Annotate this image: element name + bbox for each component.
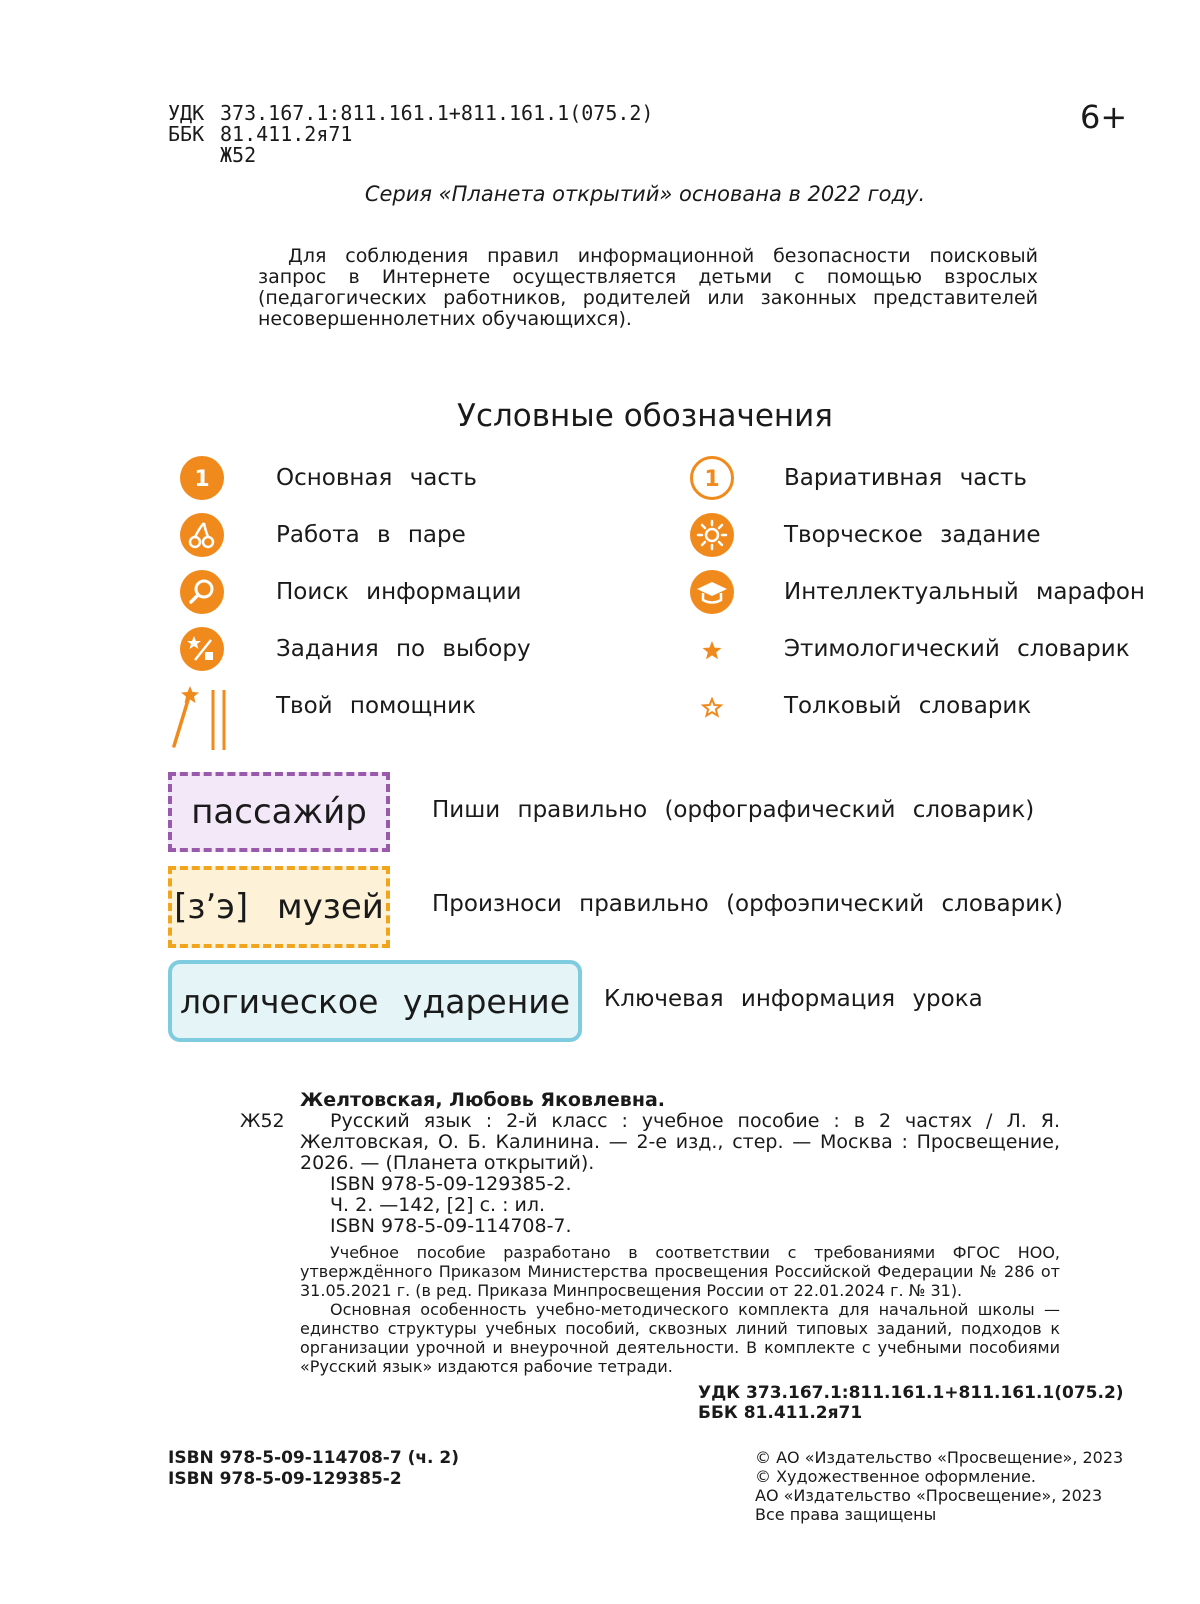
copyright-publisher: © АО «Издательство «Просвещение», 2023 bbox=[755, 1448, 1124, 1467]
legend-item-intellectual-marathon: Интеллектуальный марафон bbox=[784, 579, 1145, 605]
legend-item-helper: Твой помощник bbox=[276, 693, 477, 719]
bibliography-main-text: Русский язык : 2-й класс : учебное пособие : в 2 частях / Л. Я. Желтовская, О. Б. Калинина. — 2-е изд., стер. — Москва : Просвещение, 2026. — (Планета открытий). bbox=[300, 1110, 1060, 1174]
legend-item-info-search: Поиск информации bbox=[276, 579, 522, 605]
legend-item-variative-part: Вариативная часть bbox=[784, 465, 1027, 491]
copyright-block bbox=[755, 1448, 1123, 1524]
bibliography-block bbox=[300, 1090, 1060, 1376]
bibliography-note-structure: Основная особенность учебно-методического комплекта для начальной школы — единство структуры учебных пособий, сквозных линий типовых заданий, подходов к организации урочной и внеурочной деятельности. В комплекте с учебными пособиями «Русский язык» издаются рабочие тетради. bbox=[300, 1300, 1060, 1376]
age-rating: 6+ bbox=[1080, 98, 1128, 136]
pronunciation-box bbox=[168, 866, 390, 948]
bibliography-note-fgos: Учебное пособие разработано в соответствии с требованиями ФГОС НОО, утверждённого Приказом Министерства просвещения Российской Федерации № 286 от 31.05.2021 г. (в ред. Приказа Минпросвещения России от 22.01.2024 г. № 31). bbox=[300, 1243, 1060, 1300]
transcription: [з’э] bbox=[174, 887, 249, 927]
bibliography-author: Желтовская, Любовь Яковлевна. bbox=[300, 1089, 665, 1111]
magnifier-icon bbox=[180, 570, 224, 614]
cherries-icon bbox=[180, 513, 224, 557]
copyright-design: © Художественное оформление. bbox=[755, 1467, 1036, 1486]
footer-isbn-set: ISBN 978-5-09-129385-2 bbox=[168, 1469, 402, 1489]
number-one-outline-icon bbox=[690, 456, 734, 500]
legend-item-main-part: Основная часть bbox=[276, 465, 477, 491]
bibliography-mark: Ж52 bbox=[240, 1110, 285, 1132]
icon-number: 1 bbox=[704, 467, 720, 492]
outline-star-icon bbox=[701, 697, 723, 719]
spelling-box-description: Пиши правильно (орфографический словарик) bbox=[432, 797, 1035, 823]
bbk-value: 81.411.2я71 bbox=[220, 122, 353, 146]
series-note: Серия «Планета открытий» основана в 2022 году. bbox=[364, 182, 926, 206]
number-one-filled-icon bbox=[180, 456, 224, 500]
safety-note-text: Для соблюдения правил информационной безопасности поисковый запрос в Интернете осуществляется детьми с помощью взрослых (педагогических работников, родителей или законных представителей несовершеннолетних обучающихся). bbox=[258, 245, 1038, 330]
legend-item-pair-work: Работа в паре bbox=[276, 522, 466, 548]
bbk-label: ББК bbox=[168, 122, 205, 146]
author-mark: Ж52 bbox=[220, 143, 257, 167]
spelling-word: пассажи́р bbox=[191, 792, 367, 832]
key-info-word: логическое ударение bbox=[179, 981, 571, 1021]
spelling-word-box bbox=[168, 772, 390, 852]
percent-star-icon bbox=[180, 627, 224, 671]
key-info-box-description: Ключевая информация урока bbox=[604, 986, 983, 1012]
rights-reserved: Все права защищены bbox=[755, 1505, 937, 1524]
udk-label: УДК bbox=[168, 101, 205, 125]
bibliography-isbn-part: ISBN 978-5-09-114708-7. bbox=[330, 1215, 572, 1237]
bibliography-notes bbox=[300, 1243, 1060, 1376]
copyright-design-owner: АО «Издательство «Просвещение», 2023 bbox=[755, 1486, 1103, 1505]
legend-title: Условные обозначения bbox=[457, 398, 833, 434]
udk-value: 373.167.1:811.161.1+811.161.1(075.2) bbox=[220, 101, 654, 125]
key-info-box bbox=[168, 960, 582, 1042]
bibliography-isbn-set: ISBN 978-5-09-129385-2. bbox=[330, 1173, 572, 1195]
filled-star-icon bbox=[701, 640, 723, 662]
safety-note bbox=[258, 246, 1038, 330]
pronunciation-word: музей bbox=[277, 887, 384, 927]
legend-item-optional-tasks: Задания по выбору bbox=[276, 636, 531, 662]
magic-wand-icon bbox=[168, 686, 238, 750]
footer-isbn-block bbox=[168, 1448, 459, 1490]
bibliography-bbk: ББК 81.411.2я71 bbox=[698, 1403, 863, 1423]
graduation-cap-icon bbox=[690, 570, 734, 614]
legend-item-etymological-dictionary: Этимологический словарик bbox=[784, 636, 1130, 662]
footer-isbn-part: ISBN 978-5-09-114708-7 (ч. 2) bbox=[168, 1448, 460, 1468]
pronunciation-box-description: Произноси правильно (орфоэпический словарик) bbox=[432, 891, 1064, 917]
bibliography-part-info: Ч. 2. —142, [2] с. : ил. bbox=[330, 1194, 546, 1216]
legend-item-explanatory-dictionary: Толковый словарик bbox=[784, 693, 1032, 719]
icon-number: 1 bbox=[194, 467, 210, 492]
bibliography-udk: УДК 373.167.1:811.161.1+811.161.1(075.2) bbox=[698, 1383, 1124, 1403]
sun-icon bbox=[690, 513, 734, 557]
legend-item-creative-task: Творческое задание bbox=[784, 522, 1041, 548]
